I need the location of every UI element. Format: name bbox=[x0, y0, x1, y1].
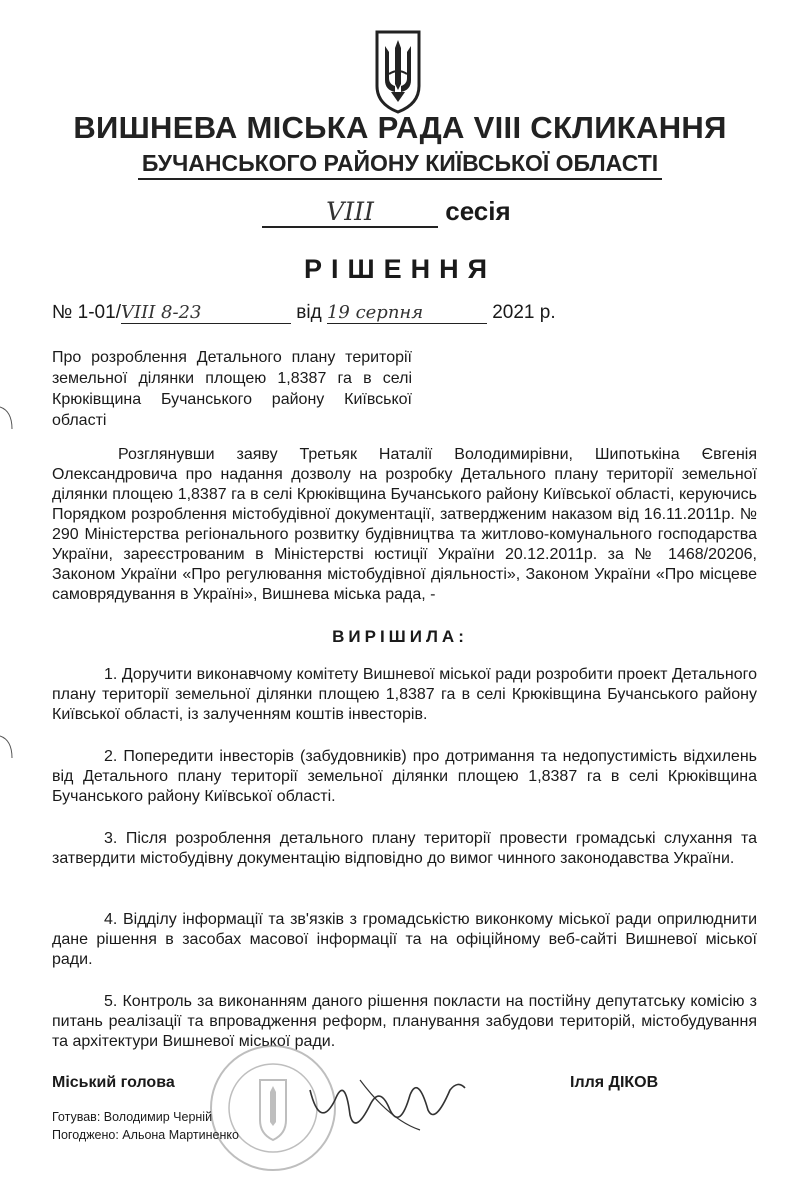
council-subtitle-text: БУЧАНСЬКОГО РАЙОНУ КИЇВСЬКОЇ ОБЛАСТІ bbox=[138, 150, 662, 180]
resolution-item: 3. Після розроблення детального плану території провести громадські слухання та затвердити містобудівну документацію відповідно до вимог чинного законодавства України. bbox=[52, 830, 757, 867]
decision-year: 2021 р. bbox=[492, 302, 556, 323]
decision-number-prefix: № 1-01/ bbox=[52, 302, 121, 323]
session-line bbox=[262, 196, 511, 228]
resolution-item: 1. Доручити виконавчому комітету Вишневої міської ради розробити проект Детального плану території земельної ділянки площею 1,8387 га в селі Крюківщина Бучанського району Київської області, із залученням коштів інвесторів. bbox=[52, 666, 757, 723]
council-title: ВИШНЕВА МІСЬКА РАДА VIII СКЛИКАННЯ bbox=[73, 110, 727, 145]
mayor-label: Міський голова bbox=[52, 1074, 175, 1091]
decision-date-handwritten: 19 серпня bbox=[327, 302, 487, 324]
session-number: VIII bbox=[262, 197, 438, 228]
punch-hole-mark bbox=[0, 734, 14, 760]
resolution-item: 2. Попередити інвесторів (забудовників) про дотримання та недопустимість відхилень від Детального плану території земельної ділянки площею 1,8387 га в селі Крюківщина Бучанського району Київської області. bbox=[52, 748, 757, 805]
council-subtitle bbox=[0, 150, 800, 177]
prepared-by: Готував: Володимир Черній bbox=[52, 1110, 213, 1124]
session-label: сесія bbox=[445, 196, 511, 226]
trident-emblem-icon bbox=[371, 28, 425, 114]
punch-hole-mark bbox=[0, 405, 14, 431]
decision-subject: Про розроблення Детального плану території земельної ділянки площею 1,8387 га в селі Крюківщина Бучанського району Київської області bbox=[52, 349, 412, 429]
document-title: РІШЕННЯ bbox=[303, 254, 497, 284]
handwritten-signature bbox=[300, 1060, 470, 1140]
decision-number-line bbox=[52, 302, 556, 324]
decision-number-handwritten: VIII 8-23 bbox=[121, 302, 291, 324]
agreed-by: Погоджено: Альона Мартиненко bbox=[52, 1128, 239, 1142]
resolved-heading: ВИРІШИЛА: bbox=[332, 627, 468, 646]
decision-date-prefix: від bbox=[296, 302, 322, 323]
resolution-item: 4. Відділу інформації та зв'язків з громадськістю виконкому міської ради оприлюднити дане рішення в засобах масової інформації та на офіційному веб-сайті Вишневої міської ради. bbox=[52, 911, 757, 968]
resolution-item: 5. Контроль за виконанням даного рішення покласти на постійну депутатську комісію з питань реалізації та впровадження реформ, планування забудови територій, містобудування та архітектури Вишневої міської ради. bbox=[52, 993, 757, 1050]
preamble-paragraph: Розглянувши заяву Третьяк Наталії Володимирівни, Шипотькіна Євгенія Олександровича про надання дозволу на розробку Детального плану території земельної ділянки площею 1,8387 га в селі Крюківщина Бучанського району Київської області, керуючись Порядком розроблення містобудівної документації, затвердженим наказом від 16.11.2011р. № 290 Міністерства регіонального розвитку будівництва та житлово-комунального господарства України, зареєстрованим в Міністерстві юстиції України 20.12.2011р. за № 1468/20206, Законом України «Про регулювання містобудівної діяльності», Законом України «Про місцеве самоврядування в Україні», Вишнева міська рада, - bbox=[52, 446, 757, 603]
mayor-name: Ілля ДІКОВ bbox=[570, 1074, 659, 1091]
